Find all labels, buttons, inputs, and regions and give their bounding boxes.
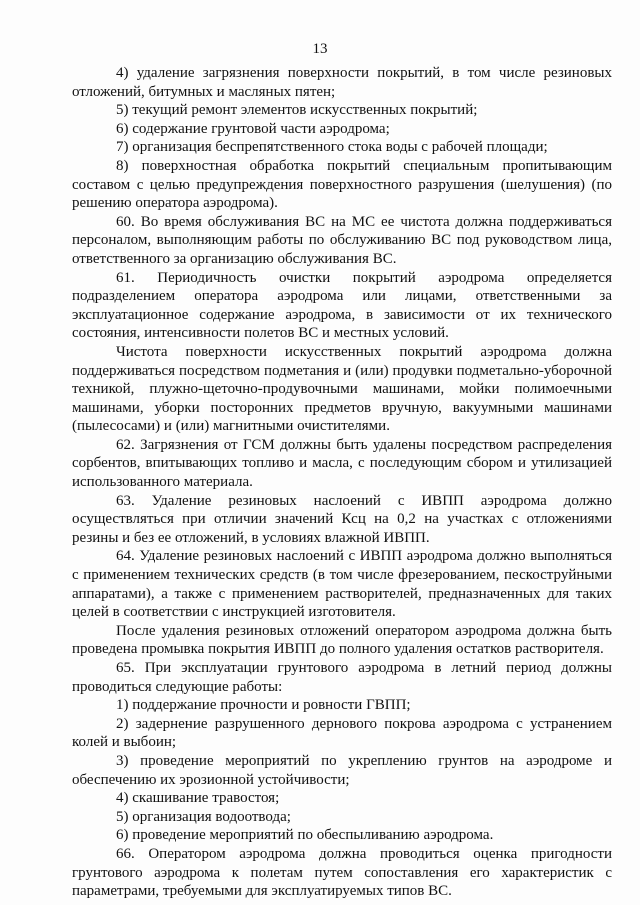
paragraph: 62. Загрязнения от ГСМ должны быть удалены посредством распределения сорбентов, впитывающих топливо и масла, с последующим сбором и утилизацией использованного материала. xyxy=(72,436,612,491)
paragraph: 8) поверхностная обработка покрытий специальным пропитывающим составом с целью предупреждения поверхностного разрушения (шелушения) (по решению оператора аэродрома). xyxy=(72,157,612,212)
paragraph: 4) удаление загрязнения поверхности покрытий, в том числе резиновых отложений, битумных и масляных пятен; xyxy=(72,65,612,100)
paragraph: 63. Удаление резиновых наслоений с ИВПП аэродрома должно осуществляться при отличии значений Ксц на 0,2 на участках с отложениями резины и без ее отложений, в условиях влажной ИВПП. xyxy=(72,492,612,546)
paragraph: 5) текущий ремонт элементов искусственных покрытий; xyxy=(116,102,478,119)
paragraph: 66. Оператором аэродрома должна проводиться оценка пригодности грунтового аэродрома к полетам путем сопоставления его характеристик с параметрами, требуемыми для эксплуатируемых типов ВС. xyxy=(72,845,612,900)
paragraph: 60. Во время обслуживания ВС на МС ее чистота должна поддерживаться персоналом, выполняющим работы по обслуживанию ВС под руководством лица, ответственного за организацию обслуживания ВС. xyxy=(72,213,612,267)
paragraph: Чистота поверхности искусственных покрытий аэродрома должна поддерживаться посредством подметания и (или) продувки подметально-уборочной техникой, плужно-щеточно-продувочными машинами, мойки полимоечными машинами, уборки посторонних предметов вручную, вакуумными машинами (пылесосами) и (или) магнитными очистителями. xyxy=(72,343,612,435)
paragraph: 3) проведение мероприятий по укреплению грунтов на аэродроме и обеспечению их эрозионной устойчивости; xyxy=(72,752,612,788)
paragraph: 7) организация беспрепятственного стока воды с рабочей площади; xyxy=(116,139,548,156)
paragraph: 65. При эксплуатации грунтового аэродрома в летний период должны проводиться следующие работы: xyxy=(72,660,612,695)
paragraph: 6) проведение мероприятий по обеспыливанию аэродрома. xyxy=(116,827,494,844)
paragraph: После удаления резиновых отложений оператором аэродрома должна быть проведена промывка покрытия ИВПП до полного удаления остатков растворителя. xyxy=(72,622,612,658)
paragraph: 5) организация водоотвода; xyxy=(116,808,291,825)
paragraph: 1) поддержание прочности и ровности ГВПП; xyxy=(116,697,411,714)
page-number: 13 xyxy=(312,41,328,57)
paragraph: 61. Периодичность очистки покрытий аэродрома определяется подразделением оператора аэродрома или лицами, ответственными за эксплуатационное содержание аэродрома, в зависимости от их технического состояния, интенсивности полетов ВС и местных условий. xyxy=(72,269,612,342)
paragraph: 2) задернение разрушенного дернового покрова аэродрома с устранением колей и выбоин; xyxy=(72,715,612,751)
paragraph: 4) скашивание травостоя; xyxy=(116,790,280,807)
paragraph: 64. Удаление резиновых наслоений с ИВПП аэродрома должно выполняться с применением технических средств (в том числе фрезерованием, пескоструйными аппаратами), а также с применением растворителей, предназначенных для таких целей в соответствии с инструкцией изготовителя. xyxy=(72,548,612,621)
document-body xyxy=(72,64,612,901)
paragraph: 6) содержание грунтовой части аэродрома; xyxy=(116,120,390,137)
